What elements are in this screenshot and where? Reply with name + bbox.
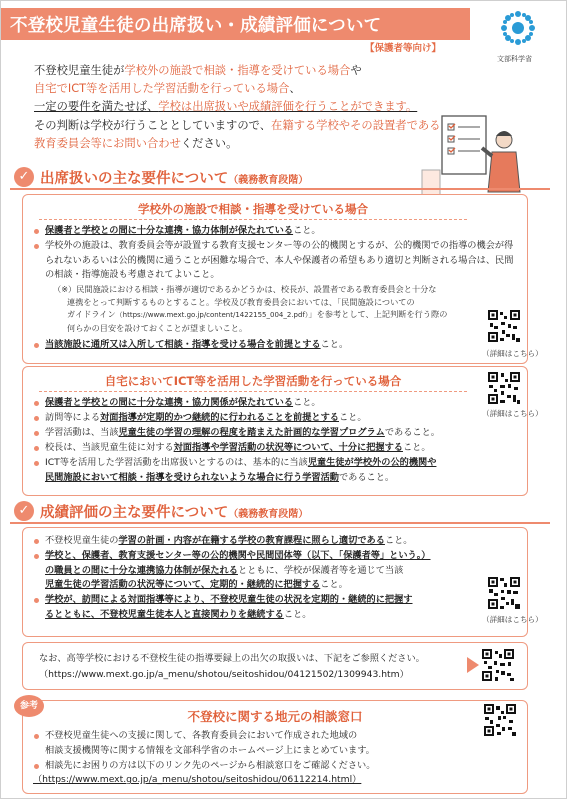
intro-highlight: 自宅でICT等を活用した学習活動を行っている場合 — [34, 82, 290, 96]
details-label: （詳細はこちら） — [482, 409, 543, 418]
list-item — [33, 338, 527, 353]
item-text: であること。 — [339, 471, 395, 483]
section-title — [40, 167, 308, 188]
note-line: （※）民間施設における相談・指導が適切であるかどうかは、校長が、設置者である教育委員会と十分な — [53, 284, 437, 295]
intro-text-span: 、 — [289, 82, 301, 96]
box-title: 学校外の施設で相談・指導を受けている場合 — [39, 201, 467, 220]
item-text: ICT等を活用した学習活動を出席扱いとするのは、基本的に当該 — [45, 457, 308, 469]
list-item — [33, 239, 527, 283]
emphasis-text: 保護者と学校との間に十分な連携・協力関係が保たれている — [45, 397, 294, 408]
ministry-name: 文部科学省 — [497, 55, 532, 63]
emphasis-text: の職員との間に十分な連携協力体制が保たれる — [45, 564, 238, 576]
list-item — [33, 456, 527, 485]
intro-text-span: や — [350, 64, 362, 77]
emphasis-text: 学校と、保護者、教育支援センター等の公的機関や民間団体等（以下、「保護者等」という。） — [45, 550, 431, 562]
intro-text — [34, 62, 454, 153]
intro-highlight: 学校外の施設で相談・指導を受けている場合 — [124, 64, 351, 77]
highschool-note-box — [22, 642, 528, 690]
qr-code-icon[interactable] — [480, 647, 516, 683]
section-subtitle: （義務教育段階） — [228, 509, 309, 520]
item-text: こと。 — [339, 412, 367, 424]
note-line: なお、高等学校における不登校生徒の指導要録上の出欠の取扱いは、下記をご参照ください。 — [39, 653, 425, 664]
intro-text-span: ください。 — [180, 136, 238, 150]
qr-code-icon[interactable] — [486, 308, 522, 344]
list-item — [33, 224, 527, 239]
requirement-list — [23, 224, 527, 283]
emphasis-text: 保護者と学校との間に十分な連携・協力体制が保たれている — [45, 225, 294, 236]
intro-text-span: 一定の要件を満たせば — [34, 100, 147, 114]
highschool-link[interactable]: （https://www.mext.go.jp/a_menu/shotou/seitoshidou/04121502/1309943.htm） — [39, 669, 409, 680]
emphasis-text: 民間施設において相談・指導を受けられないような場合に行う学習活動 — [45, 471, 339, 483]
note-line: 何らかの目安を設けておくことが望ましいこと。 — [67, 322, 248, 333]
item-text: 訪問等による — [45, 412, 101, 424]
emphasis-text: 対面指導や学習活動の状況等について、十分に把握する — [173, 442, 403, 454]
qr-code-icon[interactable] — [482, 702, 518, 738]
section-title — [40, 501, 308, 522]
audience-label: 【保護者等向け】 — [365, 43, 442, 54]
note-text: 」を参考として、上記判断を行う際の — [308, 309, 448, 320]
list-item — [33, 534, 469, 549]
mext-logo-icon — [496, 6, 540, 50]
list-item — [33, 759, 527, 788]
emphasis-text: 対面指導が定期的かつ継続的に行われることを前提とする — [100, 412, 339, 424]
item-text: 相談支援機関等に関する情報を文部科学省のホームページ上にまとめています。 — [45, 744, 375, 756]
item-text: 校長は、当該児童生徒に対する — [45, 442, 174, 454]
highschool-note — [39, 651, 425, 683]
list-item — [33, 549, 469, 593]
emphasis-text: 児童生徒が学校外の公的機関や — [307, 457, 437, 469]
intro-text-span: その判断は学校が行うこととしていますので、 — [34, 118, 272, 132]
header — [0, 0, 567, 63]
intro-highlight: 在籍する学校やその設置者である — [271, 118, 441, 132]
emphasis-text: 当該施設に通所又は入所して相談・指導を受ける場合を前提とする — [45, 339, 321, 351]
list-item — [33, 426, 527, 441]
page-title: 不登校児童生徒の出席扱い・成績評価について — [10, 16, 382, 36]
check-icon: ✓ — [14, 501, 34, 521]
emphasis-text: 学習の計画・内容が在籍する学校の教育課程に照らし適切である — [118, 535, 385, 546]
section-title-text: 成績評価の主な要件について — [40, 505, 229, 521]
consultation-link[interactable]: （https://www.mext.go.jp/a_menu/shotou/seitoshidou/06112214.html） — [33, 774, 362, 786]
section-subtitle: （義務教育段階） — [228, 175, 309, 186]
item-text: とともに、学校が保護者等を通じて当該 — [237, 564, 404, 576]
requirement-list — [23, 396, 527, 486]
item-text: 相談先にお困りの方は以下のリンク先のページから相談窓口をご確認ください。 — [45, 759, 376, 771]
section-title-text: 出席扱いの主な要件について — [40, 171, 229, 187]
section-attendance-header — [10, 166, 550, 188]
reference-list — [23, 729, 527, 788]
list-item — [33, 729, 527, 758]
outside-facility-box — [22, 194, 528, 364]
home-ict-box — [22, 366, 528, 496]
item-text: 学習活動は、当該 — [45, 427, 119, 439]
guideline-link[interactable]: （https://www.mext.go.jp/content/1422155_004_2.pdf） — [115, 311, 309, 320]
details-label: （詳細はこちら） — [482, 615, 543, 624]
list-item — [33, 396, 527, 411]
qr-code-icon[interactable] — [486, 575, 522, 611]
item-text: こと。 — [320, 579, 348, 591]
item-text: 学校外の施設は、教育委員会等が設置する教育支援センター等の公的機関とするが、公的機関での指導の機会が得られないあるいは公的機関に通うことが困難な場合で、本人や保護者の希望もあり適切と判断される場合は、民間の相談・指導施設も考慮されてよいこと。 — [45, 240, 514, 281]
intro-text-span: 、 — [146, 100, 159, 114]
item-text: 不登校児童生徒の — [45, 535, 119, 546]
arrow-right-icon — [467, 657, 479, 673]
item-text: こと。 — [384, 535, 413, 546]
item-text: こと。 — [283, 608, 312, 620]
list-item — [33, 411, 527, 426]
intro-highlight: 教育委員会等にお問い合わせ — [34, 136, 181, 150]
item-text: 不登校児童生徒への支援に関して、各教育委員会において作成された地域の — [45, 730, 358, 741]
section-grading-header — [10, 500, 550, 522]
grading-box — [22, 527, 528, 637]
item-text: こと。 — [402, 442, 431, 454]
box-title: 自宅においてICT等を活用した学習活動を行っている場合 — [39, 373, 467, 392]
details-label: （詳細はこちら） — [482, 349, 543, 358]
requirement-list — [23, 534, 527, 623]
item-text: こと。 — [293, 225, 321, 236]
list-item — [33, 593, 469, 622]
qr-code-icon[interactable] — [486, 370, 522, 406]
local-consultation-box — [22, 700, 528, 794]
item-text: こと。 — [293, 397, 321, 408]
note-line: 連携をとって判断するものとすること。学校及び教育委員会においては、「民間施設についての — [67, 296, 415, 307]
item-text: であること。 — [384, 427, 440, 439]
reference-title: 不登校に関する地元の相談窓口 — [187, 709, 363, 724]
emphasis-text: るとともに、不登校児童生徒本人と直接関わりを継続する — [45, 608, 284, 620]
emphasis-text: 児童生徒の学習活動の状況等について、定期的・継続的に把握する — [45, 579, 321, 591]
reference-tag: 参考 — [14, 695, 44, 717]
check-icon: ✓ — [14, 167, 34, 187]
item-text: こと。 — [320, 339, 349, 351]
private-facility-note — [23, 283, 527, 334]
list-item — [33, 441, 527, 456]
note-text: ガイドライン — [67, 309, 116, 320]
intro-highlight: 学校は出席扱いや成績評価を行うことができます。 — [158, 100, 418, 114]
requirement-list — [23, 338, 527, 353]
intro-text-span: 不登校児童生徒が — [34, 64, 125, 77]
emphasis-text: 児童生徒の学習の理解の程度を踏まえた計画的な学習プログラム — [118, 427, 385, 439]
emphasis-text: 学校が、訪問による対面指導等により、不登校児童生徒の状況を定期的・継続的に把握す — [45, 594, 413, 606]
